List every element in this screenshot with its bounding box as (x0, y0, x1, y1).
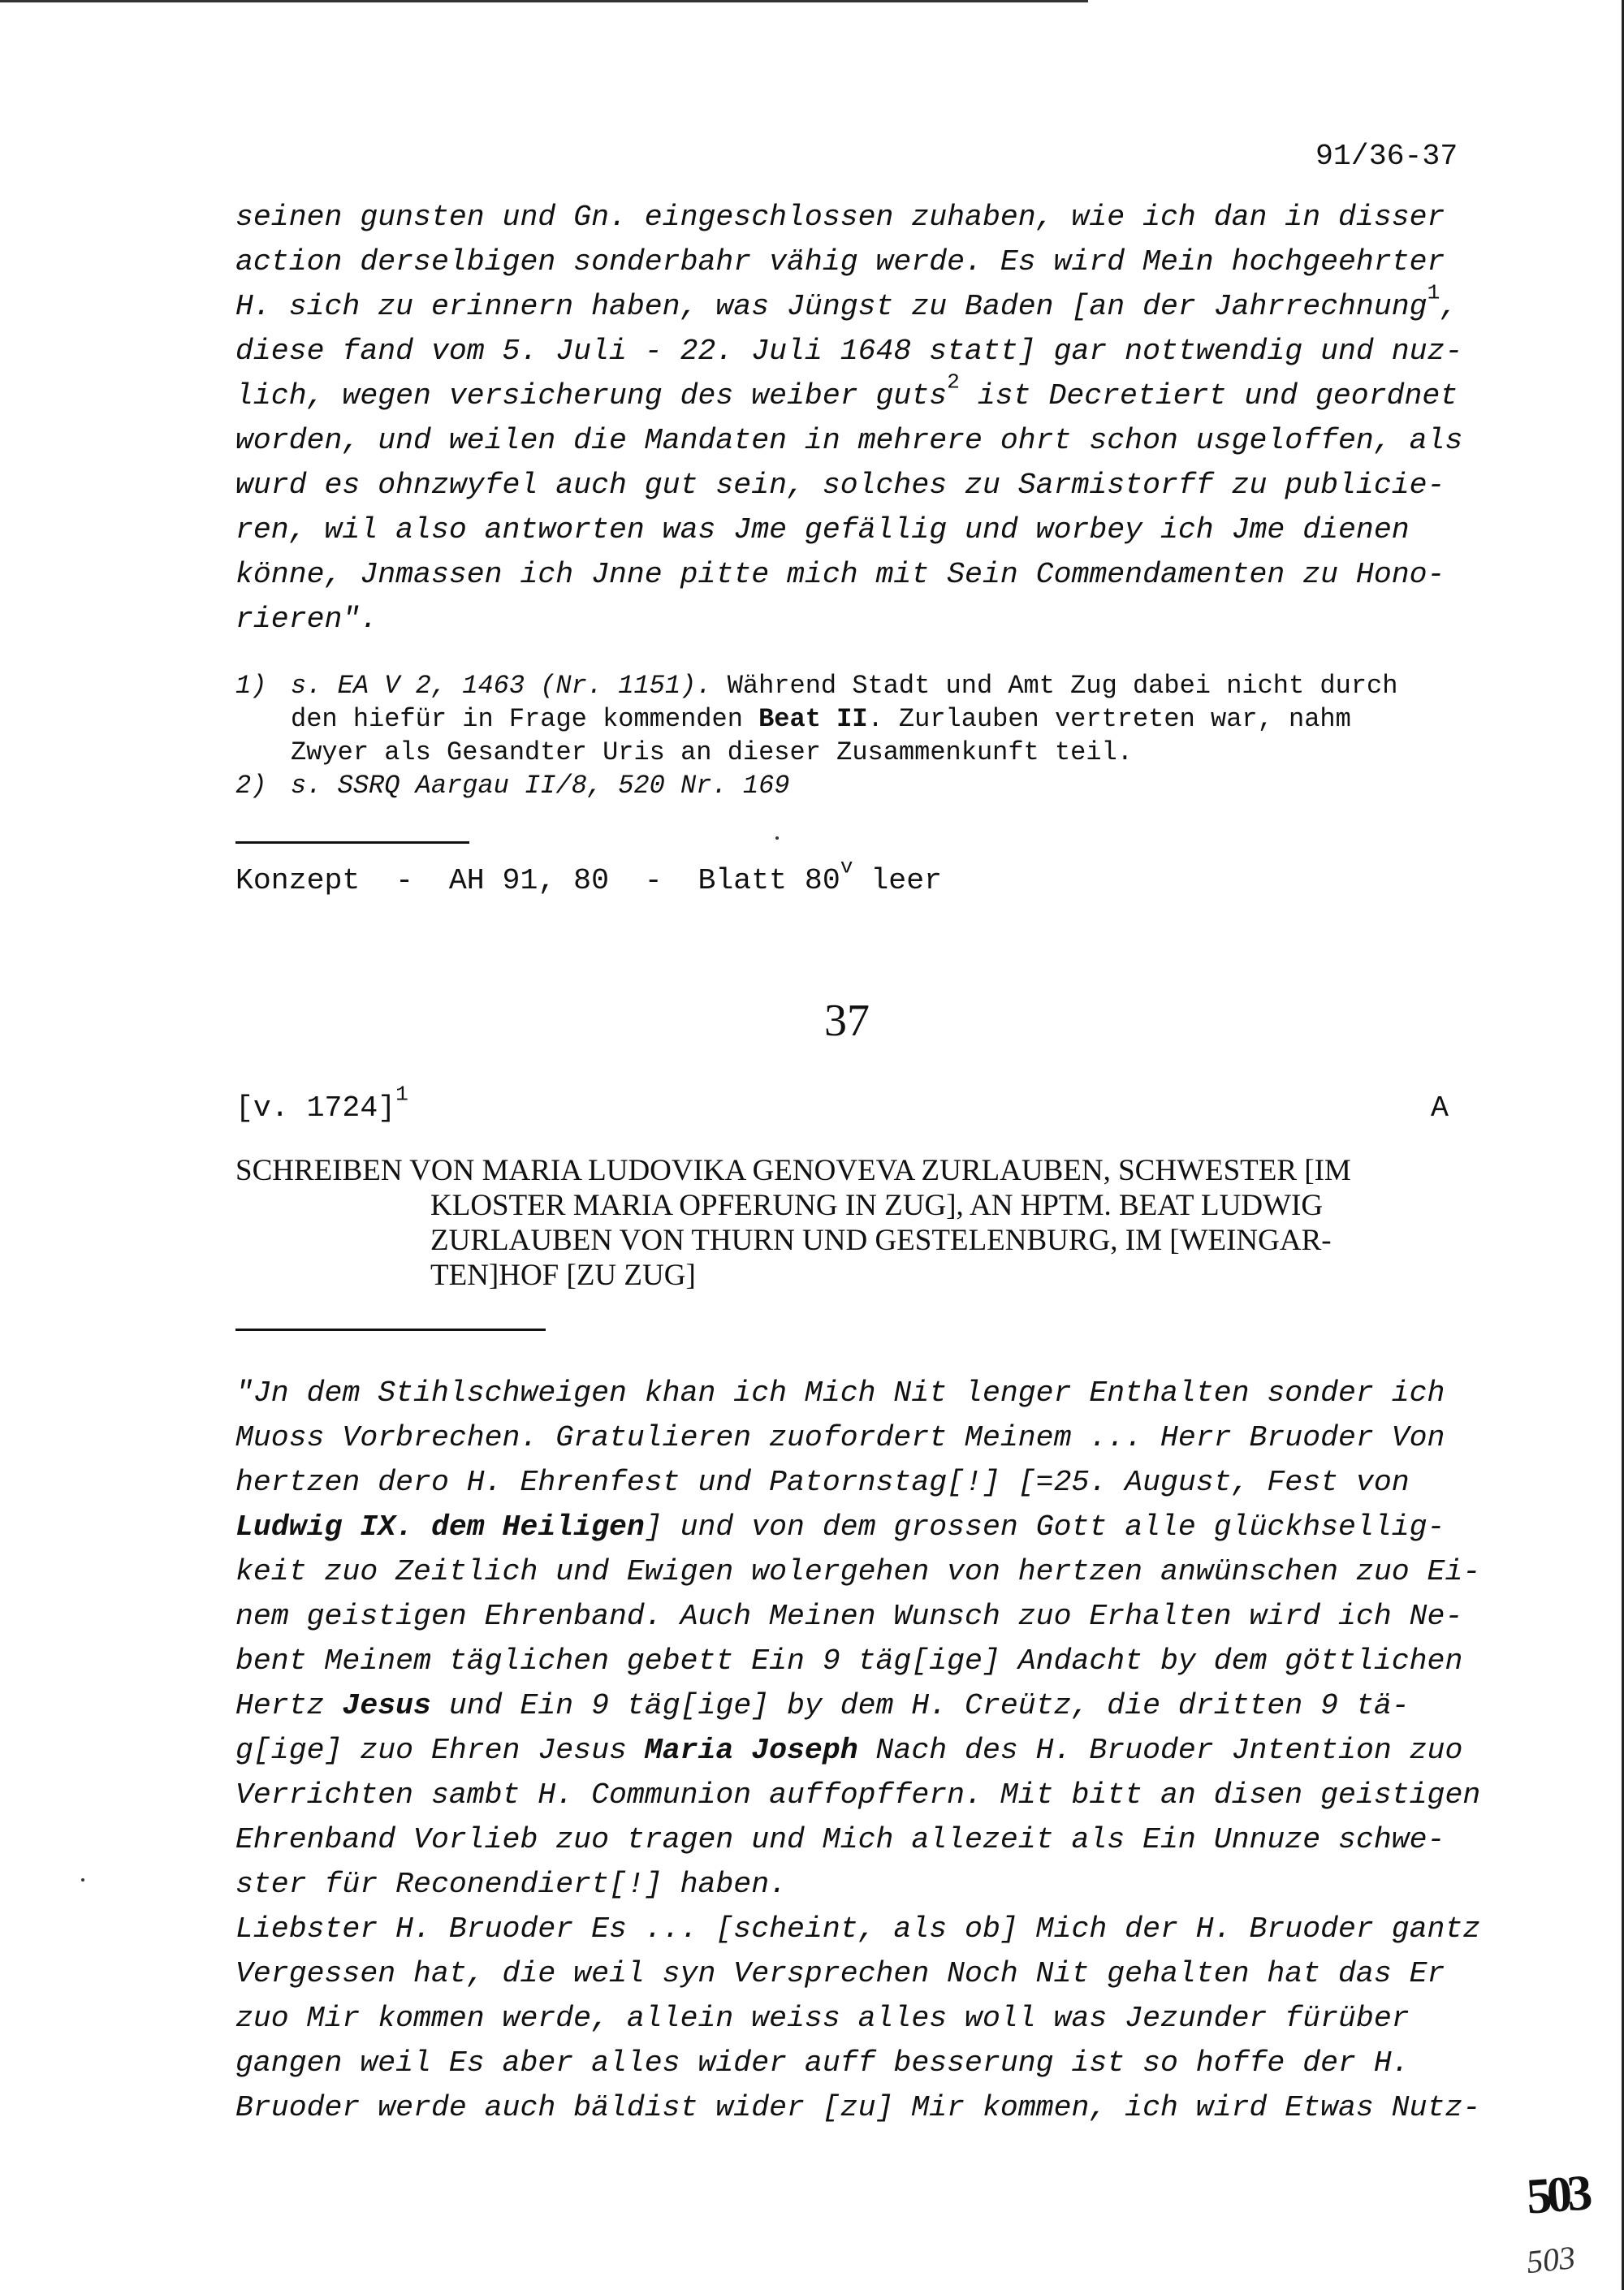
footnote-1-line-2: den hiefür in Frage kommenden Beat II. Zurlauben vertreten war, nahm (291, 704, 1351, 734)
title-line-4: TEN]HOF [ZU ZUG] (430, 1259, 696, 1292)
letter-37-line-16: gangen weil Es aber alles wider auff besserung ist so hoffe der H. (235, 2046, 1410, 2080)
document-number: 37 (824, 996, 870, 1046)
letter-36-line-6: worden, und weilen die Mandaten in mehrere ohrt schon usgeloffen, als (235, 424, 1463, 457)
letter-37-line-4: Ludwig IX. dem Heiligen] und von dem grossen Gott alle glückhsellig- (235, 1510, 1445, 1544)
letter-37-line-7: bent Meinem täglichen gebett Ein 9 täg[ige] Andacht by dem göttlichen (235, 1644, 1463, 1678)
letter-37-line-17: Bruoder werde auch bäldist wider [zu] Mir kommen, ich wird Etwas Nutz- (235, 2091, 1481, 2124)
page-number-stamp: 503 (1524, 2165, 1590, 2225)
scan-top-edge (0, 0, 1088, 2)
scan-speck-left (81, 1878, 84, 1882)
title-line-1: SCHREIBEN VON MARIA LUDOVIKA GENOVEVA ZURLAUBEN, SCHWESTER [IM (235, 1154, 1351, 1187)
footnote-ref-date: 1 (395, 1082, 408, 1107)
letter-36-line-10: rieren". (235, 603, 378, 636)
footnote-1-line-1: s. EA V 2, 1463 (Nr. 1151). Während Stadt und Amt Zug dabei nicht durch (291, 671, 1398, 701)
letter-36-line-8: ren, wil also antworten was Jme gefällig und worbey ich Jme dienen (235, 513, 1410, 547)
letter-37-line-10: Verrichten sambt H. Communion auffopffern. Mit bitt an disen geistigen (235, 1778, 1481, 1812)
letter-37-line-11: Ehrenband Vorlieb zuo tragen und Mich allezeit als Ein Unnuze schwe- (235, 1823, 1445, 1856)
letter-37-line-14: Vergessen hat, die weil syn Versprechen Noch Nit gehalten hat das Er (235, 1957, 1445, 1990)
document-category: A (1431, 1091, 1449, 1125)
footnote-ref-2: 2 (947, 369, 960, 395)
footnote-2-text: s. SSRQ Aargau II/8, 520 Nr. 169 (291, 771, 790, 801)
footnote-2-marker: 2) (235, 771, 267, 801)
page-reference: 91/36-37 (1315, 140, 1458, 173)
section-divider-short (235, 841, 469, 844)
letter-36-line-9: könne, Jnmassen ich Jnne pitte mich mit Sein Commendamenten zu Hono- (235, 558, 1445, 591)
title-line-2: KLOSTER MARIA OPFERUNG IN ZUG], AN HPTM. BEAT LUDWIG (430, 1189, 1324, 1222)
letter-37-line-6: nem geistigen Ehrenband. Auch Meinen Wunsch zuo Erhalten wird ich Ne- (235, 1600, 1463, 1633)
footnote-ref-1: 1 (1427, 280, 1440, 305)
letter-37-line-2: Muoss Vorbrechen. Gratulieren zuofordert Meinem ... Herr Bruoder Von (235, 1421, 1445, 1454)
title-line-3: ZURLAUBEN VON THURN UND GESTELENBURG, IM [WEINGAR- (430, 1224, 1332, 1257)
letter-37-line-8: Hertz Jesus und Ein 9 täg[ige] by dem H. Creütz, die dritten 9 tä- (235, 1689, 1410, 1722)
letter-37-line-5: keit zuo Zeitlich und Ewigen wolergehen von hertzen anwünschen zuo Ei- (235, 1555, 1481, 1588)
letter-36-line-3: H. sich zu erinnern haben, was Jüngst zu Baden [an der Jahrrechnung$^1$, (235, 280, 1458, 323)
letter-36-line-5: lich, wegen versicherung des weiber guts$^2$ ist Decretiert und geordnet (235, 369, 1458, 413)
scan-speck (775, 836, 779, 840)
letter-36-line-2: action derselbigen sonderbahr vähig werde. Es wird Mein hochgeehrter (235, 245, 1445, 279)
footnote-1-marker: 1) (235, 671, 267, 701)
letter-37-line-12: ster für Reconendiert[!] haben. (235, 1868, 788, 1901)
letter-37-line-15: zuo Mir kommen werde, allein weiss alles woll was Jezunder fürüber (235, 2002, 1410, 2035)
letter-36-line-4: diese fand vom 5. Juli - 22. Juli 1648 statt] gar nottwendig und nuz- (235, 335, 1463, 368)
letter-37-line-9: g[ige] zuo Ehren Jesus Maria Joseph Nach des H. Bruoder Jntention zuo (235, 1734, 1463, 1767)
letter-36-line-7: wurd es ohnzwyfel auch gut sein, solches zu Sarmistorff zu publicie- (235, 469, 1445, 502)
letter-36-line-1: seinen gunsten und Gn. eingeschlossen zuhaben, wie ich dan in disser (235, 201, 1445, 234)
letter-37-line-3: hertzen dero H. Ehrenfest und Patornstag[!] [=25. August, Fest von (235, 1466, 1410, 1499)
title-divider (235, 1329, 546, 1331)
document-date: [v. 1724]$^1$ (235, 1082, 408, 1125)
letter-37-line-1: "Jn dem Stihlschweigen khan ich Mich Nit lenger Enthalten sonder ich (235, 1376, 1445, 1410)
footnote-1-line-3: Zwyer als Gesandter Uris an dieser Zusammenkunft teil. (291, 737, 1133, 767)
page-number-handwritten: 503 (1524, 2238, 1578, 2281)
letter-37-line-13: Liebster H. Bruoder Es ... [scheint, als ob] Mich der H. Bruoder gantz (235, 1912, 1481, 1946)
source-note: Konzept - AH 91, 80 - Blatt 80$^v$ leer (235, 854, 943, 897)
